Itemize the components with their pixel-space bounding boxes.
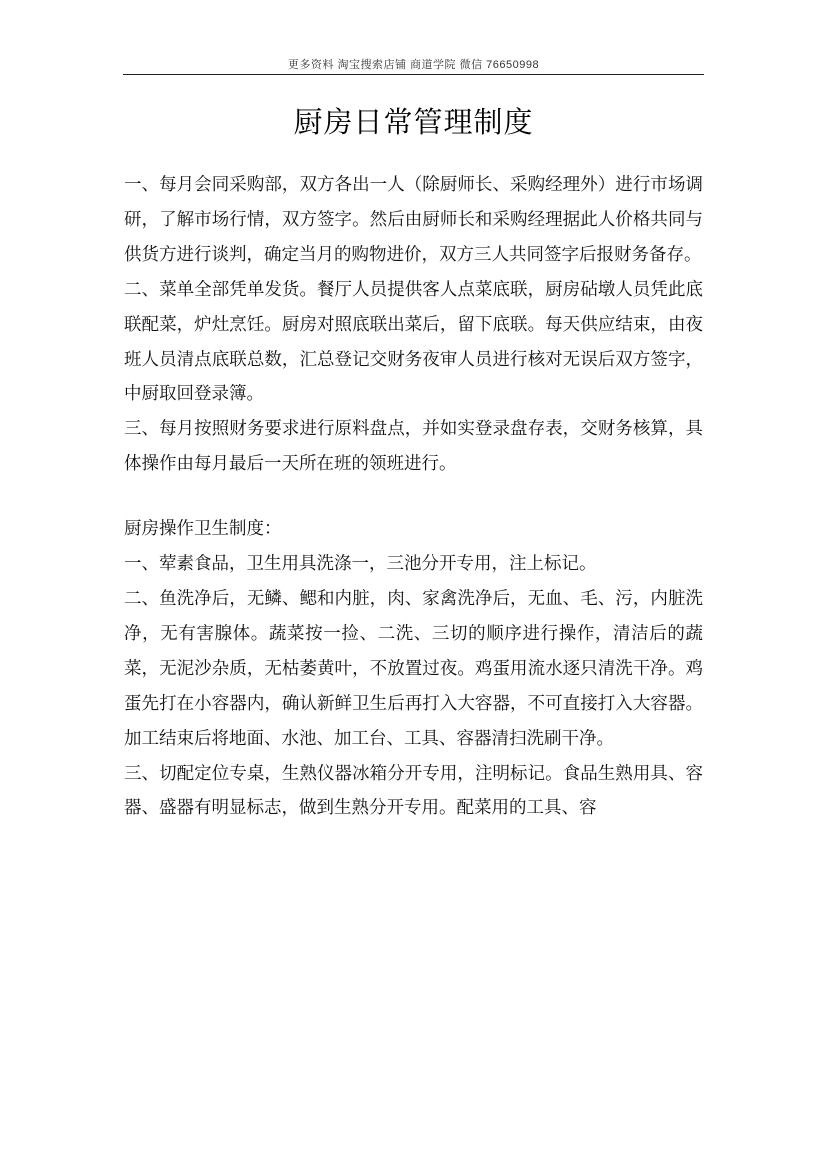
document-title: 厨房日常管理制度: [293, 105, 534, 139]
header-divider: [123, 74, 704, 75]
paragraph-3: 三、每月按照财务要求进行原料盘点，并如实登录盘存表，交财务核算，具体操作由每月最后一天所在班的领班进行。: [124, 419, 703, 475]
page-header-text: 更多资料 淘宝搜索店铺 商道学院 微信 76650998: [287, 59, 540, 71]
section-heading: 厨房操作卫生制度：: [124, 519, 282, 540]
document-body: [124, 168, 703, 826]
section2-paragraph-3: 三、切配定位专桌，生熟仪器冰箱分开专用，注明标记。食品生熟用具、容器、盛器有明显标志，做到生熟分开专用。配菜用的工具、容: [124, 763, 703, 819]
paragraph-1: 一、每月会同采购部，双方各出一人（除厨师长、采购经理外）进行市场调研，了解市场行情，双方签字。然后由厨师长和采购经理据此人价格共同与供货方进行谈判，确定当月的购物进价，双方三人共同签字后报财务备存。: [124, 175, 703, 265]
section-spacer: [124, 482, 703, 512]
paragraph-2: 二、菜单全部凭单发货。餐厅人员提供客人点菜底联，厨房砧墩人员凭此底联配菜，炉灶烹饪。厨房对照底联出菜后，留下底联。每天供应结束，由夜班人员清点底联总数，汇总登记交财务夜审人员进行核对无误后双方签字，中厨取回登录簿。: [124, 279, 703, 405]
section2-paragraph-2: 二、鱼洗净后，无鳞、鳃和内脏，肉、家禽洗净后，无血、毛、污，内脏洗净，无有害腺体。蔬菜按一捡、二洗、三切的顺序进行操作，清洁后的蔬菜，无泥沙杂质，无枯萎黄叶，不放置过夜。鸡蛋用流水逐只清洗干净。鸡蛋先打在小容器内，确认新鲜卫生后再打入大容器，不可直接打入大容器。加工结束后将地面、水池、加工台、工具、容器清扫洗刷干净。: [124, 588, 703, 749]
section2-paragraph-1: 一、荤素食品，卫生用具洗涤一，三池分开专用，注上标记。: [124, 554, 597, 575]
